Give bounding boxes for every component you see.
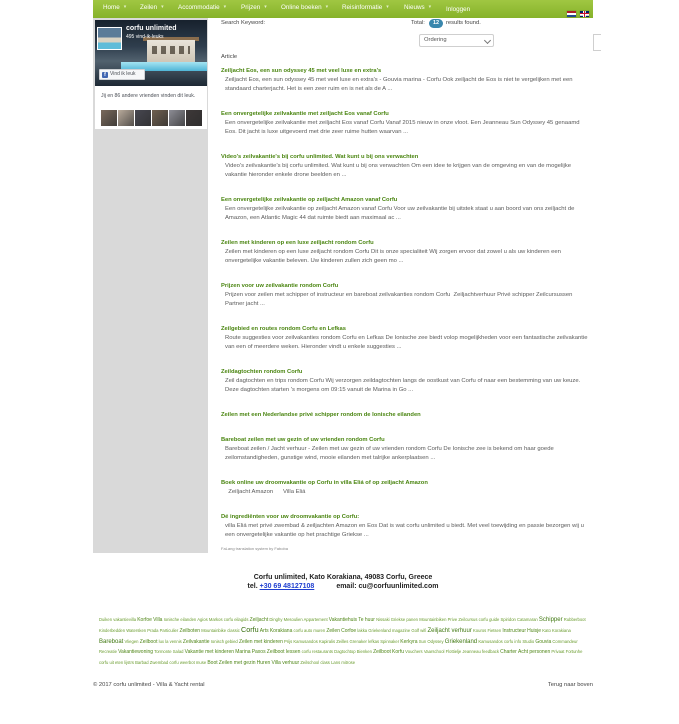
- footer-contact: [93, 582, 593, 591]
- tag-link[interactable]: Corfu: [241, 625, 259, 635]
- chevron-down-icon: [484, 37, 491, 44]
- facebook-page-widget: [95, 20, 207, 129]
- result-snippet: Zeil dagtochten en trips rondom Corfu Wij verzorgen zeildagtochten langs de oostkust van Corfu of naar een bestemming van uw keuze. Deze dagtochten starten 's morgens om 09:15 vanuit de Marina in Go ...: [225, 378, 582, 393]
- email-label: email:: [336, 583, 357, 590]
- tag-link[interactable]: corfu eilagids: [223, 617, 249, 622]
- chevron-down-icon[interactable]: ▾: [325, 4, 329, 10]
- tag-link[interactable]: Recreatie: [99, 649, 117, 655]
- nav-item-reisinformatie[interactable]: [342, 4, 389, 11]
- result-title-link[interactable]: Zeilen met een Nederlandse privé schipper rondom de Ionische eilanden: [221, 412, 421, 418]
- tag-link[interactable]: corfu auto muren: [293, 628, 326, 634]
- phone-link[interactable]: +30 69 48127108: [259, 583, 315, 590]
- tag-link[interactable]: Zeilen met kinderen: [238, 638, 283, 645]
- result-title-link[interactable]: Video's zeilvakantie's bij corfu unlimited. Wat kunt u bij ons verwachten: [221, 154, 419, 160]
- nav-item-home[interactable]: [103, 4, 126, 11]
- tag-link[interactable]: lux: [158, 638, 165, 644]
- tag-link[interactable]: Sun Odyssey: [418, 638, 444, 644]
- chevron-down-icon[interactable]: ▾: [264, 4, 267, 10]
- tel-label: tel.: [247, 583, 258, 590]
- nav-item-accommodatie[interactable]: [178, 4, 226, 11]
- tag-link[interactable]: Salad: [172, 649, 184, 655]
- tag-link[interactable]: Zeilboot: [373, 649, 391, 656]
- search-result: [221, 67, 591, 94]
- tag-link[interactable]: Duiken: [99, 617, 113, 622]
- search-result: [221, 368, 591, 395]
- copyright-text: © 2017 corfu unlimited - Villa & Yacht rental: [93, 682, 205, 688]
- nav-item-online-boeken[interactable]: [281, 4, 328, 11]
- tag-link[interactable]: Instructeur: [502, 628, 526, 635]
- tag-link[interactable]: Bienken: [356, 649, 372, 655]
- tag-link[interactable]: la vennis: [165, 638, 182, 644]
- back-to-top-link[interactable]: Terug naar boven: [547, 682, 593, 688]
- nav-item-prijzen[interactable]: [241, 4, 267, 11]
- tag-link[interactable]: Mountainbike: [201, 628, 227, 634]
- tag-link[interactable]: corfu info: [503, 638, 522, 644]
- tag-link[interactable]: Mesoulien: [283, 617, 303, 622]
- nav-item-zeilen[interactable]: [140, 4, 164, 11]
- tag-link[interactable]: Commandeur: [552, 638, 578, 644]
- nl-flag-icon[interactable]: [567, 11, 576, 17]
- result-snippet: Zeilen met kinderen op een luxe zeiljacht rondom Corfu Dit is onze specialiteit Wij zorgen ervoor dat zowel u als uw kinderen een onvergetelijke vakantie beleven. Uw kinderen zullen zich geen mo ...: [225, 249, 563, 264]
- tag-link[interactable]: Mountainbiken: [419, 617, 447, 622]
- tag-link[interactable]: Fortunhe: [565, 649, 583, 655]
- result-snippet: Route suggesties voor zeilvakanties rondom Corfu en Lefkas De Ionische zee biedt volop mogelijkheden voor een fantastische zeilvakantie van een of meerdere weken. Hieronder vindt u enkele suggesties ...: [225, 335, 590, 350]
- tag-link[interactable]: Prada: [147, 628, 159, 634]
- tag-link[interactable]: Arts: [259, 628, 269, 635]
- friend-avatar[interactable]: [152, 110, 168, 126]
- tag-link[interactable]: Huisje: [527, 628, 542, 635]
- like-button[interactable]: [99, 69, 145, 80]
- friend-avatar[interactable]: [135, 110, 151, 126]
- tag-link[interactable]: Vakantiehuis: [328, 617, 358, 623]
- tag-link[interactable]: lefkas: [368, 638, 380, 644]
- result-snippet: Video's zeilvakantie's bij corfu unlimited. Wat kunt u bij ons verwachten Om een idee te krijgen van de omgeving en van de mogelijke vakantie hieronder enkele drone beelden en ...: [225, 163, 573, 178]
- result-snippet: Zeiljacht Eos, een sun odyssey 45 met veel luxe en extra's - Gouvia marina - Corfu Ook zeiljacht de Eos is niet te vergelijken met een standaard charterjacht. Het is een zeer ruim en is net als de A ...: [225, 77, 575, 92]
- like-button-label: Vind ik leuk: [110, 71, 136, 77]
- search-result: [221, 479, 591, 497]
- tag-link[interactable]: Dinghy: [269, 617, 283, 622]
- nav-item-nieuws[interactable]: [404, 4, 431, 11]
- tag-link[interactable]: Villa verhuur: [271, 659, 300, 666]
- tag-link[interactable]: Griekenland: [444, 638, 478, 645]
- login-link[interactable]: Inloggen: [446, 6, 471, 13]
- tag-link[interactable]: Zeilboten: [179, 628, 201, 635]
- tag-link[interactable]: Korfoe: [137, 617, 152, 623]
- result-snippet: Een onvergetelijke zeilvakantie met zeiljacht Eos vanaf Corfu Vanaf 2015 nieuw in onze vloot. Een Jeanneau Sun Odyssey 45 genaamd Eos. Dit jacht is luxe uitgevoerd met drie zeer ruime hutten waarvan ...: [225, 120, 582, 135]
- tag-link[interactable]: Spiridon: [500, 617, 516, 622]
- uk-flag-icon[interactable]: [580, 11, 589, 17]
- page-profile-picture[interactable]: [97, 27, 122, 50]
- tag-link[interactable]: Nissaki: [376, 617, 390, 622]
- tag-link[interactable]: Huren: [256, 659, 271, 666]
- search-keyword-label: Search Keyword:: [221, 20, 266, 26]
- tag-link[interactable]: Zeilles: [336, 638, 349, 644]
- tag-link[interactable]: Tormonte: [154, 649, 172, 655]
- result-snippet: Een onvergetelijke zeilvakantie op zeiljacht Amazon vanaf Corfu Voor uw zeilvakantie bij uitstek staat u aan boord van ons zeiljacht de Amazon, een Atlantic Magic 44 dat ruimte biedt aan maximaal ac ...: [225, 206, 576, 221]
- tag-link[interactable]: Golf: [411, 628, 420, 634]
- search-result: [221, 325, 591, 352]
- results-found-label: results found.: [446, 20, 481, 26]
- tag-link[interactable]: Zeilboot lessen: [266, 649, 301, 656]
- ordering-select[interactable]: [419, 34, 494, 47]
- chevron-down-icon[interactable]: ▾: [223, 4, 227, 10]
- tag-link[interactable]: Griekenland magazine: [368, 628, 411, 634]
- tag-link[interactable]: Zeilen: [326, 628, 340, 635]
- tag-link[interactable]: classic: [227, 628, 240, 634]
- tag-link[interactable]: Vaarschool: [423, 649, 445, 655]
- tag-link[interactable]: Corfoe: [341, 628, 357, 635]
- email-address[interactable]: cu@corfuunlimited.com: [358, 583, 439, 590]
- friend-avatar[interactable]: [118, 110, 134, 126]
- nav-item-label: Nieuws: [404, 4, 425, 11]
- tag-link[interactable]: Paxos: [251, 649, 266, 656]
- search-result: [221, 282, 591, 309]
- tag-link[interactable]: Charter: [500, 649, 517, 656]
- tag-link[interactable]: Schipper: [538, 617, 563, 623]
- search-result: [221, 411, 591, 420]
- friends-like-box: [95, 86, 207, 129]
- tag-link[interactable]: Villa: [153, 617, 163, 623]
- tag-link[interactable]: mitrose: [341, 659, 356, 665]
- tag-link[interactable]: Grenaker: [349, 638, 367, 644]
- tag-link[interactable]: Zeilschool: [300, 659, 320, 665]
- result-snippet: Prijzen voor zeilen met schipper of instructeur en bareboat zeilvakanties rondom Corfu Zeiljachtverhuur Privé schipper Zeilcursussen Partner jacht ...: [225, 292, 579, 307]
- tag-link[interactable]: Kinderbedden: [99, 628, 126, 634]
- ordering-selected-value: Ordering: [424, 37, 447, 43]
- tag-link[interactable]: feedback: [481, 649, 499, 655]
- tag-link[interactable]: Agios Markos: [197, 617, 223, 622]
- tag-link[interactable]: Dagtochtop: [334, 649, 356, 655]
- tag-link[interactable]: Prijs: [284, 638, 293, 644]
- search-input[interactable]: [593, 34, 601, 51]
- result-title-link[interactable]: Zeiljacht Eos, een sun odyssey 45 met veel luxe en extra's: [221, 68, 382, 74]
- chevron-down-icon[interactable]: ▾: [123, 4, 127, 10]
- villa-image: [147, 40, 195, 62]
- tag-link[interactable]: Kamusandos: [293, 638, 318, 644]
- results-count-badge: 12: [429, 19, 443, 28]
- search-result: [221, 436, 591, 463]
- tag-link[interactable]: Kato Korakiana: [542, 628, 571, 634]
- tag-link[interactable]: Acht personen: [518, 649, 551, 656]
- tag-link[interactable]: Privaat: [551, 649, 565, 655]
- tag-link[interactable]: Zeilen met gezin: [218, 659, 256, 666]
- tag-link[interactable]: Kamusandos: [478, 638, 503, 644]
- tag-link[interactable]: Spinnaker: [380, 638, 400, 644]
- section-label: Article: [221, 54, 238, 60]
- tag-link[interactable]: Appartement: [303, 617, 328, 622]
- tag-link[interactable]: Watersken: [126, 628, 147, 634]
- tag-link[interactable]: Bareboat: [99, 638, 124, 645]
- nav-item-label: Home: [103, 4, 120, 11]
- result-snippet: Zeiljacht Amazon Villa Eliá: [225, 489, 306, 495]
- tag-link[interactable]: Ionisch gebied: [210, 638, 238, 644]
- tag-link[interactable]: Studio: [522, 638, 535, 644]
- total-label: Total:: [411, 20, 425, 26]
- tag-link[interactable]: Zwembad: [149, 659, 169, 665]
- tag-link[interactable]: Fietsen: [487, 628, 502, 634]
- tag-cloud: [99, 615, 587, 668]
- tag-link[interactable]: Korfu: [392, 649, 404, 656]
- nav-item-label: Reisinformatie: [342, 4, 383, 11]
- tag-link[interactable]: Gouvia: [535, 638, 552, 645]
- tag-link[interactable]: Vakantiewoning: [118, 649, 154, 656]
- tag-link[interactable]: Rubberboot: [563, 617, 586, 622]
- result-title-link[interactable]: Boek online uw droomvakantie op Corfu in villa Eliá of op zeiljacht Amazon: [221, 480, 428, 486]
- tag-link[interactable]: Zeilvakantie: [182, 638, 210, 645]
- result-title-link[interactable]: Dé ingrediënten voor uw droomvakantie op Corfu:: [221, 514, 360, 520]
- chevron-down-icon[interactable]: ▾: [386, 4, 389, 10]
- nav-item-label: Zeilen: [140, 4, 158, 11]
- friend-avatars: [101, 110, 207, 126]
- tag-link[interactable]: corfu uit eten: [99, 659, 124, 665]
- facebook-icon: f: [102, 72, 108, 78]
- result-title-link[interactable]: Prijzen voor uw zeilvakantie rondom Corfu: [221, 283, 339, 289]
- tag-link[interactable]: lakka: [357, 628, 368, 634]
- page-likes-count: 495 vind-ik-leuks: [126, 34, 164, 40]
- tag-link[interactable]: vakantievilla: [113, 617, 137, 622]
- tag-link[interactable]: Jeanneau: [462, 649, 481, 655]
- result-title-link[interactable]: Zeildagtochten rondom Corfu: [221, 369, 303, 375]
- tag-link[interactable]: corfu guide: [478, 617, 500, 622]
- search-result: [221, 196, 591, 223]
- result-title-link[interactable]: Bareboat zeilen met uw gezin of uw vrienden rondom Corfu: [221, 437, 385, 443]
- friend-avatar[interactable]: [169, 110, 185, 126]
- tag-link[interactable]: corfu restaurants: [301, 649, 333, 655]
- nav-item-label: Accommodatie: [178, 4, 220, 11]
- tag-link[interactable]: Zeilcursus: [458, 617, 478, 622]
- search-result: [221, 110, 591, 137]
- result-title-link[interactable]: Een onvergetelijke zeilvakantie met zeiljacht Eos vanaf Corfu: [221, 111, 389, 117]
- search-result: [221, 513, 591, 540]
- tag-link[interactable]: lijstrs: [124, 659, 134, 665]
- footer-address: Corfu unlimited, Kato Korakiana, 49083 Corfu, Greece: [253, 574, 433, 581]
- friend-avatar[interactable]: [101, 110, 117, 126]
- tag-link[interactable]: Boot: [207, 659, 218, 666]
- tag-link[interactable]: Vliegen: [124, 638, 139, 644]
- search-results-list: [221, 67, 591, 556]
- result-title-link[interactable]: Zeilgebied en routes rondom Corfu en Lefkas: [221, 326, 346, 332]
- tag-link[interactable]: Flottielje: [445, 649, 462, 655]
- result-snippet: villa Eliá met privé zwembad & zeiljachten Amazon en Eos Dat is wat corfu unlimited u biedt. Met veel toewijding en passie bezorgen wij u een onvergetelijke vakantie op het prachtige Griekse ...: [225, 523, 586, 538]
- tag-link[interactable]: Particulier: [159, 628, 179, 634]
- chevron-down-icon[interactable]: ▾: [428, 4, 432, 10]
- friends-like-text: Jij en 86 andere vrienden vinden dit leuk.: [101, 93, 196, 99]
- tag-link[interactable]: Korakiana: [269, 628, 293, 635]
- nav-item-label: Online boeken: [281, 4, 322, 11]
- tag-link[interactable]: Te huur: [358, 617, 375, 623]
- result-title-link[interactable]: Zeilen met kinderen op een luxe zeiljacht rondom Corfu: [221, 240, 374, 246]
- tag-link[interactable]: Vakantie met kinderen: [184, 649, 235, 656]
- tag-link[interactable]: class: [320, 659, 330, 665]
- chevron-down-icon[interactable]: ▾: [161, 4, 164, 10]
- tag-link[interactable]: Marina: [235, 649, 251, 656]
- search-result: [221, 239, 591, 266]
- tag-link[interactable]: Prive: [447, 617, 458, 622]
- nav-item-label: Prijzen: [241, 4, 261, 11]
- tag-link[interactable]: corfu weerbot: [169, 659, 195, 665]
- tag-link[interactable]: Vouchers: [405, 649, 423, 655]
- page-name[interactable]: corfu unlimited: [126, 25, 177, 32]
- tag-link[interactable]: Catamaran: [517, 617, 538, 622]
- result-snippet: Bareboat zeilen / Jacht verhuur - Zeilen met uw gezin of uw vrienden rondom Corfu De Ionische zee is bekend om haar goede zeilomstandigheden, gunstige wind, mooie eilanden met talrijke ankerplaatsen ...: [225, 446, 556, 461]
- tag-link[interactable]: Lans: [331, 659, 341, 665]
- tag-link[interactable]: Kapiralis: [318, 638, 336, 644]
- tag-link[interactable]: wifi: [420, 628, 427, 634]
- translation-credit[interactable]: FaLang translation system by Faboba: [221, 546, 288, 551]
- tag-link[interactable]: Zeiljacht: [249, 617, 269, 623]
- friend-avatar[interactable]: [186, 110, 202, 126]
- tag-link[interactable]: Barbad: [135, 659, 149, 665]
- tag-link[interactable]: Zeilboot: [139, 638, 158, 645]
- tag-link[interactable]: Zeiljacht verhuur: [427, 628, 472, 635]
- facebook-cover-image[interactable]: [95, 20, 207, 86]
- tag-link[interactable]: Griekse panen: [390, 617, 419, 622]
- search-result: [221, 153, 591, 180]
- tag-link[interactable]: Ionische eilanden: [163, 617, 197, 622]
- result-title-link[interactable]: Een onvergetelijke zeilvakantie op zeiljacht Amazon vanaf Corfu: [221, 197, 398, 203]
- tag-link[interactable]: Kerkyra: [400, 638, 418, 645]
- tag-link[interactable]: Kouros: [473, 628, 487, 634]
- tag-link[interactable]: muse: [195, 659, 207, 665]
